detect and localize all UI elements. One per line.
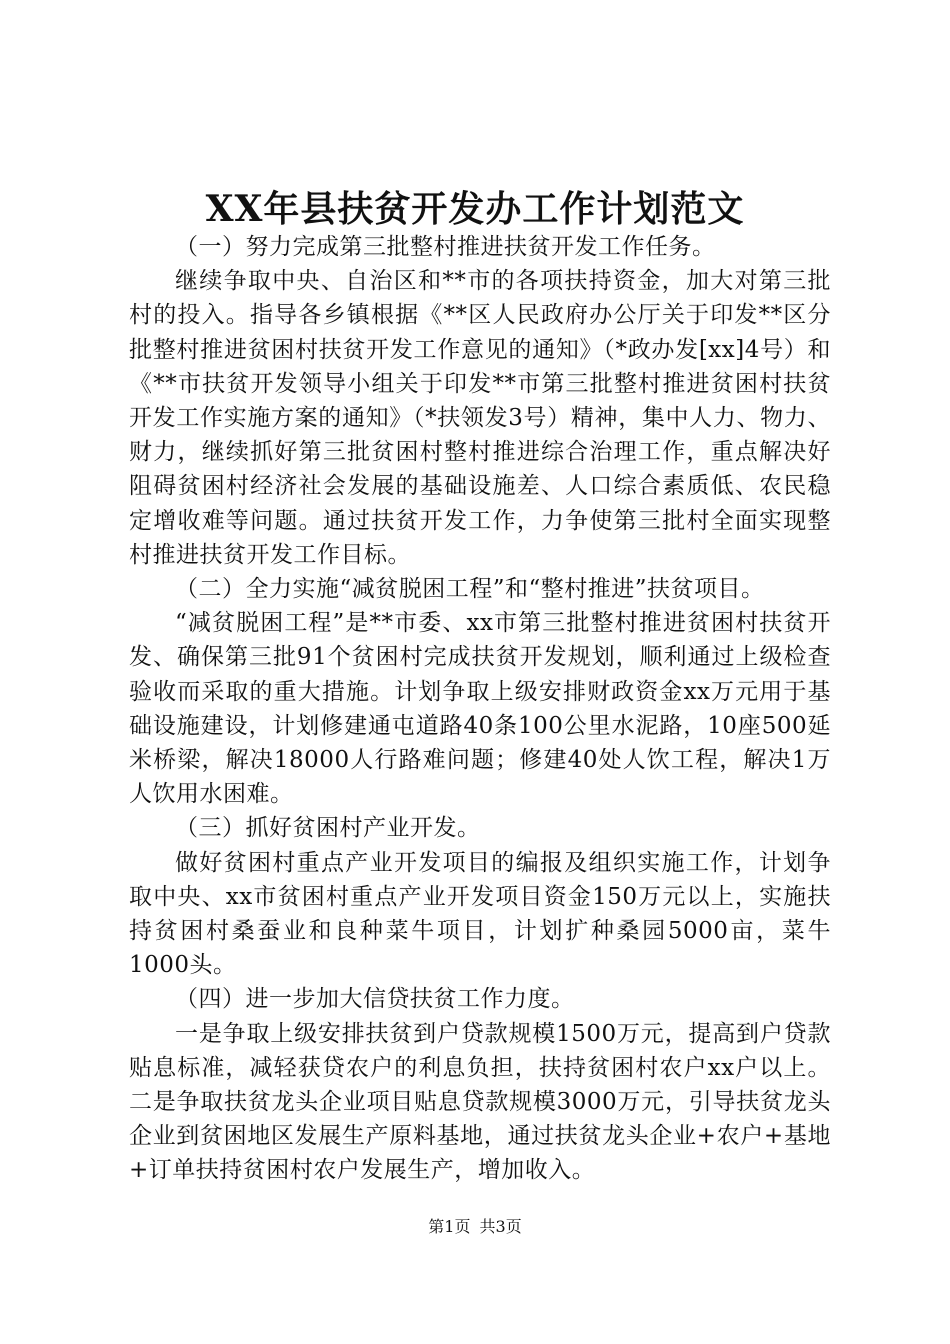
section-heading-3: （三）抓好贫困村产业开发。 xyxy=(175,815,481,842)
page-number: 第1页 xyxy=(428,1217,471,1236)
section-heading-1: （一）努力完成第三批整村推进扶贫开发工作任务。 xyxy=(175,234,716,260)
section-heading-4: （四）进一步加大信贷扶贫工作力度。 xyxy=(175,986,575,1013)
section-heading-2: （二）全力实施“减贫脱困工程”和“整村推进”扶贫项目。 xyxy=(175,576,765,603)
document-title: XX年县扶贫开发办工作计划范文 xyxy=(205,188,745,230)
paragraph-1: 继续争取中央、自治区和**市的各项扶持资金，加大对第三批村的投入。指导各乡镇根据《**区人民政府办公厅关于印发**区分批整村推进贫困村扶贫开发工作意见的通知》（*政办发[xx]4号）和《**市扶贫开发领导小组关于印发**市第三批整村推进贫困村扶贫开发工作实施方案的通知》（*扶领发3号）精神，集中人力、物力、财力，继续抓好第三批贫困村整村推进综合治理工作，重点解决好阻碍贫困村经济社会发展的基础设施差、人口综合素质低、农民稳定增收难等问题。通过扶贫开发工作，力争使第三批村全面实现整村推进扶贫开发工作目标。 xyxy=(129,268,831,568)
document-body xyxy=(129,230,831,1188)
page-total: 共3页 xyxy=(479,1217,522,1236)
paragraph-3: 做好贫困村重点产业开发项目的编报及组织实施工作，计划争取中央、xx市贫困村重点产业开发项目资金150万元以上，实施扶持贫困村桑蚕业和良种菜牛项目，计划扩种桑园5000亩，菜牛1000头。 xyxy=(129,849,831,979)
page-footer xyxy=(0,1216,950,1238)
paragraph-2: “减贫脱困工程”是**市委、xx市第三批整村推进贫困村扶贫开发、确保第三批91个贫困村完成扶贫开发规划，顺利通过上级检查验收而采取的重大措施。计划争取上级安排财政资金xx万元用于基础设施建设，计划修建通屯道路40条100公里水泥路，10座500延米桥梁，解决18000人行路难问题；修建40处人饮工程，解决1万人饮用水困难。 xyxy=(129,610,831,808)
paragraph-4: 一是争取上级安排扶贫到户贷款规模1500万元，提高到户贷款贴息标准，减轻获贷农户的利息负担，扶持贫困村农户xx户以上。二是争取扶贫龙头企业项目贴息贷款规模3000万元，引导扶贫龙头企业到贫困地区发展生产原料基地，通过扶贫龙头企业+农户+基地+订单扶持贫困村农户发展生产，增加收入。 xyxy=(129,1020,831,1184)
